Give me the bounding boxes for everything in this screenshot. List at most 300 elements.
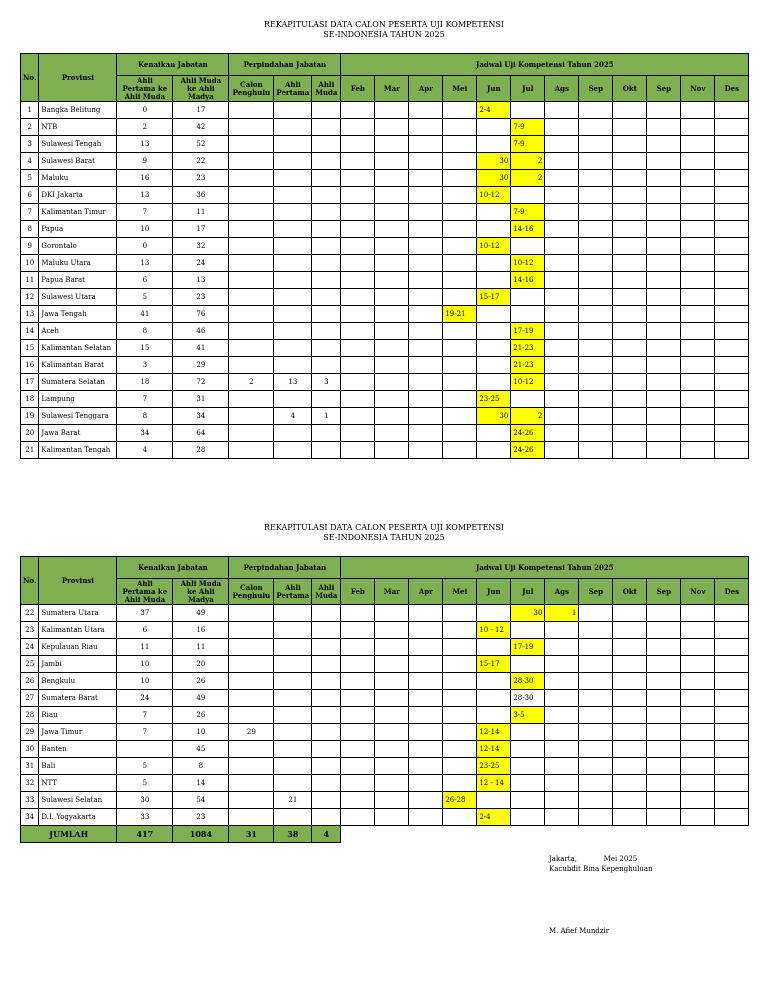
schedule-cell — [341, 707, 375, 724]
row-ahli-pertama — [274, 187, 312, 204]
row-ahli-pertama-ke-muda: 30 — [117, 792, 173, 809]
header-month: Ags — [545, 76, 579, 102]
row-ahli-pertama — [274, 741, 312, 758]
row-ahli-pertama-ke-muda: 16 — [117, 170, 173, 187]
row-no: 10 — [21, 255, 39, 272]
row-calon-penghulu — [229, 170, 274, 187]
row-ahli-muda — [312, 775, 341, 792]
schedule-cell — [545, 741, 579, 758]
schedule-cell — [375, 323, 409, 340]
schedule-cell — [409, 775, 443, 792]
schedule-cell — [647, 741, 681, 758]
row-ahli-muda-ke-madya: 46 — [173, 323, 229, 340]
schedule-cell — [375, 289, 409, 306]
schedule-cell — [579, 408, 613, 425]
total-ap: 417 — [117, 826, 173, 843]
schedule-cell — [443, 340, 477, 357]
schedule-cell: 26-28 — [443, 792, 477, 809]
row-calon-penghulu — [229, 605, 274, 622]
schedule-cell — [545, 792, 579, 809]
row-ahli-muda — [312, 809, 341, 826]
row-calon-penghulu — [229, 153, 274, 170]
schedule-cell — [613, 102, 647, 119]
schedule-cell — [409, 238, 443, 255]
schedule-cell — [409, 357, 443, 374]
row-ahli-muda-ke-madya: 34 — [173, 408, 229, 425]
row-ahli-pertama-ke-muda: 7 — [117, 724, 173, 741]
schedule-cell: 10-12 — [511, 255, 545, 272]
schedule-cell — [681, 187, 715, 204]
empty-cell — [477, 826, 511, 843]
row-ahli-muda — [312, 442, 341, 459]
schedule-cell — [477, 204, 511, 221]
row-ahli-muda-ke-madya: 17 — [173, 102, 229, 119]
schedule-cell — [375, 809, 409, 826]
schedule-cell — [409, 741, 443, 758]
schedule-cell — [579, 119, 613, 136]
schedule-cell — [681, 323, 715, 340]
row-no: 7 — [21, 204, 39, 221]
schedule-cell — [647, 119, 681, 136]
schedule-cell — [409, 792, 443, 809]
row-no: 24 — [21, 639, 39, 656]
table-row — [21, 153, 749, 170]
schedule-cell — [341, 102, 375, 119]
schedule-cell — [647, 374, 681, 391]
schedule-cell — [477, 357, 511, 374]
title-line-1: REKAPITULASI DATA CALON PESERTA UJI KOMPETENSI — [263, 20, 505, 29]
row-provinsi: Bali — [39, 758, 117, 775]
schedule-cell — [409, 656, 443, 673]
header-month: Okt — [613, 76, 647, 102]
table-row — [21, 792, 749, 809]
header-month: Des — [715, 579, 749, 605]
schedule-cell — [375, 775, 409, 792]
table-row — [21, 170, 749, 187]
schedule-cell — [545, 187, 579, 204]
total-am: 1084 — [173, 826, 229, 843]
schedule-cell — [341, 391, 375, 408]
header-month: Mei — [443, 579, 477, 605]
row-ahli-pertama-ke-muda — [117, 741, 173, 758]
schedule-cell — [613, 153, 647, 170]
schedule-cell — [647, 724, 681, 741]
row-no: 22 — [21, 605, 39, 622]
row-calon-penghulu — [229, 442, 274, 459]
schedule-cell — [681, 724, 715, 741]
schedule-cell — [613, 724, 647, 741]
row-ahli-muda-ke-madya: 31 — [173, 391, 229, 408]
schedule-cell — [409, 673, 443, 690]
row-ahli-muda: 1 — [312, 408, 341, 425]
schedule-cell — [477, 306, 511, 323]
schedule-cell — [477, 374, 511, 391]
schedule-cell — [715, 690, 749, 707]
schedule-cell — [409, 425, 443, 442]
schedule-cell — [545, 119, 579, 136]
row-ahli-pertama: 4 — [274, 408, 312, 425]
schedule-cell — [409, 204, 443, 221]
header-am-amd: Ahli Muda ke Ahli Madya — [173, 76, 229, 102]
row-ahli-muda — [312, 690, 341, 707]
row-ahli-pertama: 21 — [274, 792, 312, 809]
schedule-cell — [375, 391, 409, 408]
schedule-cell — [681, 425, 715, 442]
row-no: 28 — [21, 707, 39, 724]
schedule-cell — [715, 622, 749, 639]
schedule-cell — [579, 289, 613, 306]
schedule-cell — [715, 119, 749, 136]
schedule-cell — [545, 340, 579, 357]
empty-cell — [647, 826, 681, 843]
row-calon-penghulu: 2 — [229, 374, 274, 391]
header-month: Feb — [341, 579, 375, 605]
schedule-cell — [375, 639, 409, 656]
schedule-cell — [341, 408, 375, 425]
schedule-cell — [409, 221, 443, 238]
schedule-cell: 24-26 — [511, 425, 545, 442]
schedule-cell — [545, 724, 579, 741]
schedule-cell — [613, 357, 647, 374]
empty-cell — [681, 826, 715, 843]
schedule-cell — [579, 187, 613, 204]
schedule-cell — [715, 187, 749, 204]
header-kenaikan: Kenaikan Jabatan — [117, 54, 229, 76]
schedule-cell — [341, 622, 375, 639]
row-ahli-muda — [312, 741, 341, 758]
row-ahli-muda — [312, 792, 341, 809]
schedule-cell — [579, 102, 613, 119]
schedule-cell — [715, 408, 749, 425]
header-month: Apr — [409, 76, 443, 102]
schedule-cell — [545, 425, 579, 442]
table-row — [21, 187, 749, 204]
schedule-cell — [443, 775, 477, 792]
schedule-cell — [647, 442, 681, 459]
schedule-cell — [613, 255, 647, 272]
schedule-cell — [715, 741, 749, 758]
schedule-cell — [715, 323, 749, 340]
schedule-cell: 10-12 — [477, 187, 511, 204]
row-provinsi: NTB — [39, 119, 117, 136]
page-title-1 — [0, 20, 768, 40]
empty-cell — [545, 826, 579, 843]
header-month: Sep — [579, 76, 613, 102]
header-no: No. — [21, 557, 39, 605]
table-row — [21, 255, 749, 272]
row-ahli-pertama — [274, 775, 312, 792]
row-ahli-pertama-ke-muda: 7 — [117, 391, 173, 408]
schedule-cell — [613, 775, 647, 792]
row-provinsi: Aceh — [39, 323, 117, 340]
schedule-cell — [647, 809, 681, 826]
row-ahli-muda-ke-madya: 11 — [173, 204, 229, 221]
total-label: JUMLAH — [21, 826, 117, 843]
row-ahli-muda-ke-madya: 54 — [173, 792, 229, 809]
header-row-1 — [21, 557, 749, 579]
empty-cell — [511, 826, 545, 843]
schedule-cell — [613, 238, 647, 255]
schedule-cell — [613, 204, 647, 221]
schedule-cell — [443, 741, 477, 758]
schedule-cell — [375, 442, 409, 459]
schedule-cell — [715, 758, 749, 775]
row-provinsi: Maluku — [39, 170, 117, 187]
schedule-cell — [715, 204, 749, 221]
schedule-cell — [579, 690, 613, 707]
schedule-cell — [375, 170, 409, 187]
row-ahli-muda — [312, 656, 341, 673]
schedule-cell — [647, 408, 681, 425]
row-ahli-muda — [312, 391, 341, 408]
schedule-cell — [647, 639, 681, 656]
schedule-cell — [579, 374, 613, 391]
row-calon-penghulu — [229, 221, 274, 238]
row-ahli-muda-ke-madya: 76 — [173, 306, 229, 323]
row-provinsi: Bangka Belitung — [39, 102, 117, 119]
row-no: 11 — [21, 272, 39, 289]
row-provinsi: Gorontalo — [39, 238, 117, 255]
schedule-cell — [545, 289, 579, 306]
header-month: Des — [715, 76, 749, 102]
schedule-cell — [545, 357, 579, 374]
schedule-cell — [613, 272, 647, 289]
row-ahli-pertama-ke-muda: 10 — [117, 656, 173, 673]
row-calon-penghulu — [229, 255, 274, 272]
row-ahli-muda-ke-madya: 29 — [173, 357, 229, 374]
header-month: Apr — [409, 579, 443, 605]
schedule-cell — [443, 374, 477, 391]
schedule-cell — [613, 442, 647, 459]
schedule-cell: 1 — [545, 605, 579, 622]
empty-cell — [613, 826, 647, 843]
schedule-cell — [647, 605, 681, 622]
schedule-cell: 2 — [511, 170, 545, 187]
row-ahli-pertama — [274, 707, 312, 724]
table-row — [21, 724, 749, 741]
schedule-cell — [579, 255, 613, 272]
table-row — [21, 707, 749, 724]
row-no: 9 — [21, 238, 39, 255]
schedule-cell: 10-12 — [477, 238, 511, 255]
schedule-cell — [681, 119, 715, 136]
schedule-cell — [613, 639, 647, 656]
schedule-cell — [715, 102, 749, 119]
table-row — [21, 656, 749, 673]
row-provinsi: Banten — [39, 741, 117, 758]
schedule-cell — [681, 741, 715, 758]
row-ahli-muda-ke-madya: 22 — [173, 153, 229, 170]
schedule-cell — [647, 391, 681, 408]
row-ahli-pertama-ke-muda: 6 — [117, 272, 173, 289]
schedule-cell — [375, 221, 409, 238]
schedule-cell: 2-4 — [477, 809, 511, 826]
schedule-cell — [715, 792, 749, 809]
schedule-cell — [579, 622, 613, 639]
schedule-cell — [613, 340, 647, 357]
row-ahli-muda-ke-madya: 23 — [173, 170, 229, 187]
schedule-cell — [409, 119, 443, 136]
schedule-cell: 23-25 — [477, 391, 511, 408]
row-ahli-pertama — [274, 622, 312, 639]
row-ahli-pertama-ke-muda: 5 — [117, 758, 173, 775]
schedule-cell — [375, 724, 409, 741]
title-line-2: SE-INDONESIA TAHUN 2025 — [323, 533, 445, 542]
row-ahli-muda-ke-madya: 64 — [173, 425, 229, 442]
schedule-cell — [579, 357, 613, 374]
schedule-cell — [409, 153, 443, 170]
schedule-cell — [715, 775, 749, 792]
row-ahli-pertama-ke-muda: 10 — [117, 673, 173, 690]
schedule-cell — [511, 289, 545, 306]
total-row — [21, 826, 749, 843]
schedule-cell — [341, 289, 375, 306]
row-ahli-pertama-ke-muda: 0 — [117, 238, 173, 255]
schedule-cell — [341, 153, 375, 170]
row-ahli-muda-ke-madya: 26 — [173, 673, 229, 690]
row-ahli-pertama-ke-muda: 13 — [117, 255, 173, 272]
schedule-cell — [579, 272, 613, 289]
schedule-cell — [409, 391, 443, 408]
schedule-cell — [341, 639, 375, 656]
schedule-cell — [681, 809, 715, 826]
schedule-cell — [409, 622, 443, 639]
schedule-cell — [681, 690, 715, 707]
row-ahli-muda-ke-madya: 20 — [173, 656, 229, 673]
header-jadwal: Jadwal Uji Kompetensi Tahun 2025 — [341, 54, 749, 76]
row-provinsi: Bengkulu — [39, 673, 117, 690]
table-row — [21, 289, 749, 306]
row-no: 8 — [21, 221, 39, 238]
row-provinsi: Kalimantan Utara — [39, 622, 117, 639]
row-ahli-pertama — [274, 425, 312, 442]
row-no: 14 — [21, 323, 39, 340]
schedule-cell — [511, 622, 545, 639]
schedule-cell — [477, 707, 511, 724]
schedule-cell — [511, 306, 545, 323]
row-provinsi: Kalimantan Selatan — [39, 340, 117, 357]
schedule-cell — [477, 792, 511, 809]
row-provinsi: Sulawesi Selatan — [39, 792, 117, 809]
table-row — [21, 357, 749, 374]
table-row — [21, 221, 749, 238]
row-ahli-pertama — [274, 391, 312, 408]
schedule-cell — [579, 809, 613, 826]
row-provinsi: Sulawesi Tenggara — [39, 408, 117, 425]
schedule-cell — [443, 690, 477, 707]
header-no: No. — [21, 54, 39, 102]
row-no: 30 — [21, 741, 39, 758]
row-no: 34 — [21, 809, 39, 826]
row-no: 4 — [21, 153, 39, 170]
schedule-cell — [613, 187, 647, 204]
schedule-cell — [341, 741, 375, 758]
schedule-cell — [409, 170, 443, 187]
row-no: 33 — [21, 792, 39, 809]
empty-cell — [341, 826, 375, 843]
table-row — [21, 673, 749, 690]
schedule-cell — [375, 622, 409, 639]
schedule-cell — [341, 605, 375, 622]
schedule-cell — [511, 238, 545, 255]
row-ahli-muda-ke-madya: 17 — [173, 221, 229, 238]
schedule-cell: 7-9 — [511, 119, 545, 136]
row-no: 27 — [21, 690, 39, 707]
row-no: 12 — [21, 289, 39, 306]
schedule-cell — [647, 425, 681, 442]
schedule-cell — [409, 639, 443, 656]
schedule-cell — [545, 221, 579, 238]
schedule-cell — [511, 792, 545, 809]
schedule-cell — [647, 340, 681, 357]
row-calon-penghulu — [229, 758, 274, 775]
row-provinsi: Kepulauan Riau — [39, 639, 117, 656]
row-calon-penghulu — [229, 340, 274, 357]
schedule-cell — [341, 187, 375, 204]
schedule-cell — [647, 289, 681, 306]
row-no: 25 — [21, 656, 39, 673]
schedule-cell — [647, 690, 681, 707]
schedule-cell — [647, 775, 681, 792]
row-no: 6 — [21, 187, 39, 204]
schedule-cell — [681, 656, 715, 673]
schedule-cell — [341, 323, 375, 340]
row-calon-penghulu — [229, 775, 274, 792]
schedule-cell — [341, 204, 375, 221]
row-ahli-pertama — [274, 673, 312, 690]
table-row — [21, 622, 749, 639]
schedule-cell — [681, 357, 715, 374]
schedule-cell — [375, 758, 409, 775]
header-month: Mar — [375, 76, 409, 102]
row-calon-penghulu — [229, 809, 274, 826]
schedule-cell — [613, 656, 647, 673]
schedule-cell — [681, 221, 715, 238]
header-calon: Calon Penghulu — [229, 579, 274, 605]
schedule-cell — [613, 622, 647, 639]
schedule-cell: 28-30 — [511, 673, 545, 690]
row-ahli-pertama — [274, 119, 312, 136]
schedule-cell — [409, 340, 443, 357]
schedule-cell — [375, 656, 409, 673]
schedule-cell — [613, 323, 647, 340]
table-row — [21, 690, 749, 707]
header-month: Jun — [477, 579, 511, 605]
schedule-cell — [341, 656, 375, 673]
schedule-cell — [579, 153, 613, 170]
row-ahli-muda — [312, 323, 341, 340]
row-provinsi: Kalimantan Timur — [39, 204, 117, 221]
schedule-cell: 30 — [477, 170, 511, 187]
schedule-cell — [579, 340, 613, 357]
row-calon-penghulu — [229, 707, 274, 724]
row-ahli-pertama — [274, 153, 312, 170]
schedule-cell — [477, 442, 511, 459]
row-ahli-pertama-ke-muda: 8 — [117, 323, 173, 340]
table-row — [21, 758, 749, 775]
schedule-cell — [443, 425, 477, 442]
header-jadwal: Jadwal Uji Kompetensi Tahun 2025 — [341, 557, 749, 579]
schedule-cell — [681, 758, 715, 775]
schedule-cell — [545, 136, 579, 153]
row-ahli-pertama — [274, 323, 312, 340]
row-ahli-pertama — [274, 357, 312, 374]
schedule-cell — [613, 408, 647, 425]
row-no: 32 — [21, 775, 39, 792]
schedule-cell — [409, 707, 443, 724]
header-kenaikan: Kenaikan Jabatan — [117, 557, 229, 579]
schedule-cell: 17-19 — [511, 639, 545, 656]
